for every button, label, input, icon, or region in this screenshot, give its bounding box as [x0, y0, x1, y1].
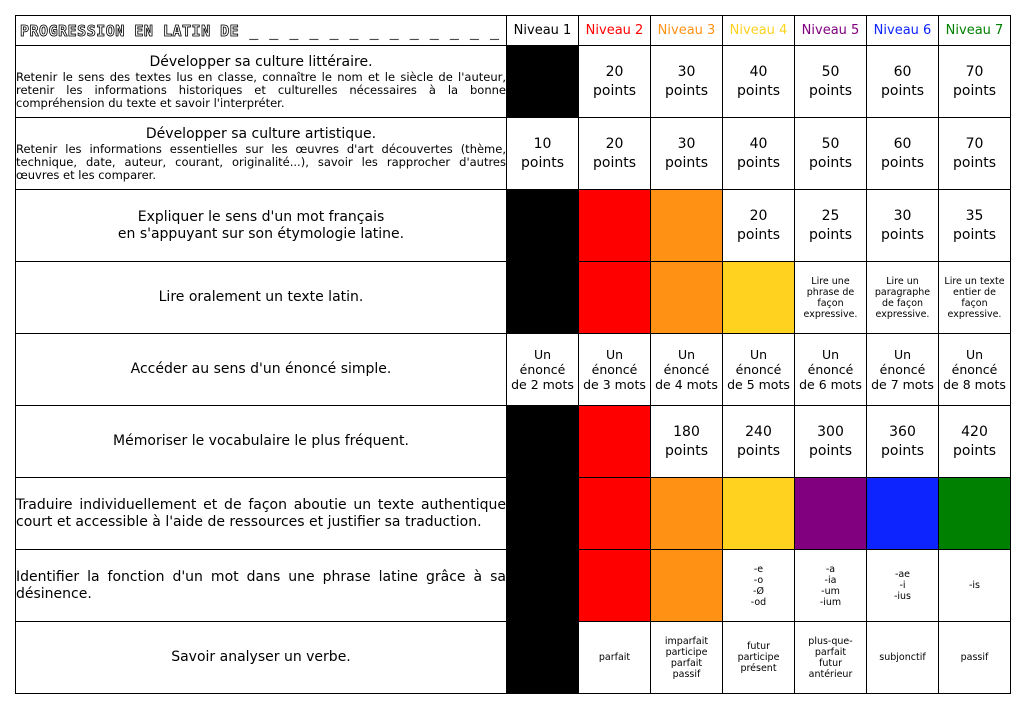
level-cell: 70 points — [939, 118, 1011, 190]
level-cell: Un énoncé de 7 mots — [867, 334, 939, 406]
title-main: PROGRESSION EN LATIN DE — [20, 21, 240, 40]
level-cell — [579, 406, 651, 478]
level-cell: Un énoncé de 8 mots — [939, 334, 1011, 406]
skill-row-vocabulaire — [16, 406, 1011, 478]
level-cell: Un énoncé de 4 mots — [651, 334, 723, 406]
level-cell: 420 points — [939, 406, 1011, 478]
level-cell — [651, 190, 723, 262]
skill-text: Savoir analyser un verbe. — [171, 649, 351, 665]
skill-label — [16, 334, 507, 406]
skill-label — [16, 550, 507, 622]
level-cell: Un énoncé de 3 mots — [579, 334, 651, 406]
level-cell — [507, 406, 579, 478]
title-blank: _ _ _ _ _ _ _ _ _ _ _ _ _ — [239, 21, 501, 40]
skill-row-verbe — [16, 622, 1011, 694]
skill-line: en s'appuyant sur son étymologie latine. — [117, 225, 405, 242]
level-cell: 240 points — [723, 406, 795, 478]
level-cell: -a -ia -um -ium — [795, 550, 867, 622]
level-cell — [507, 478, 579, 550]
progression-table — [15, 15, 1011, 694]
level-cell — [723, 478, 795, 550]
level-cell — [723, 262, 795, 334]
level-cell: Un énoncé de 6 mots — [795, 334, 867, 406]
header-row — [16, 16, 1011, 46]
level-cell — [651, 550, 723, 622]
level-cell: 360 points — [867, 406, 939, 478]
skill-row-litterature — [16, 46, 1011, 118]
level-cell — [867, 478, 939, 550]
level-cell: -ae -i -ius — [867, 550, 939, 622]
level-6-header: Niveau 6 — [867, 16, 939, 46]
level-cell: Lire un paragraphe de façon expressive. — [867, 262, 939, 334]
skill-text: Identifier la fonction d'un mot dans une phrase latine grâce à sa désinence. — [16, 568, 506, 602]
level-cell: futur participe présent — [723, 622, 795, 694]
level-cell: 40 points — [723, 46, 795, 118]
level-cell — [795, 478, 867, 550]
level-cell: 60 points — [867, 46, 939, 118]
level-cell: plus-que- parfait futur antérieur — [795, 622, 867, 694]
level-cell: Un énoncé de 2 mots — [507, 334, 579, 406]
skill-row-traduction — [16, 478, 1011, 550]
level-cell: -e -o -Ø -od — [723, 550, 795, 622]
level-cell: -is — [939, 550, 1011, 622]
level-cell: Lire une phrase de façon expressive. — [795, 262, 867, 334]
level-cell: 20 points — [723, 190, 795, 262]
skill-row-etymologie — [16, 190, 1011, 262]
level-cell: 30 points — [867, 190, 939, 262]
level-cell: 50 points — [795, 46, 867, 118]
skill-label — [16, 478, 507, 550]
level-cell: parfait — [579, 622, 651, 694]
level-3-header: Niveau 3 — [651, 16, 723, 46]
level-cell: Lire un texte entier de façon expressive. — [939, 262, 1011, 334]
level-4-header: Niveau 4 — [723, 16, 795, 46]
skill-label — [16, 406, 507, 478]
skill-title: Développer sa culture littéraire. — [149, 53, 373, 70]
level-cell — [507, 190, 579, 262]
level-cell: subjonctif — [867, 622, 939, 694]
level-cell — [507, 550, 579, 622]
skill-row-lecture — [16, 262, 1011, 334]
level-cell: imparfait participe parfait passif — [651, 622, 723, 694]
level-cell: 35 points — [939, 190, 1011, 262]
level-cell: 30 points — [651, 46, 723, 118]
level-1-header: Niveau 1 — [507, 16, 579, 46]
level-cell — [579, 550, 651, 622]
skill-text: Traduire individuellement et de façon aboutie un texte authentique court et accessible à l'aide de ressources et justifier sa traduction. — [16, 496, 506, 530]
level-cell: 70 points — [939, 46, 1011, 118]
skill-label — [16, 46, 507, 118]
skill-label — [16, 262, 507, 334]
skill-label — [16, 118, 507, 190]
skill-label — [16, 190, 507, 262]
level-cell — [579, 478, 651, 550]
level-cell: 20 points — [579, 118, 651, 190]
level-cell: 25 points — [795, 190, 867, 262]
skill-text: Accéder au sens d'un énoncé simple. — [130, 361, 392, 377]
skill-text: Mémoriser le vocabulaire le plus fréquent. — [113, 433, 409, 449]
level-cell — [579, 262, 651, 334]
level-cell — [651, 262, 723, 334]
level-cell: passif — [939, 622, 1011, 694]
level-7-header: Niveau 7 — [939, 16, 1011, 46]
skill-row-art — [16, 118, 1011, 190]
level-cell: 10 points — [507, 118, 579, 190]
level-cell — [507, 46, 579, 118]
level-cell — [939, 478, 1011, 550]
level-cell: 30 points — [651, 118, 723, 190]
skill-title: Développer sa culture artistique. — [145, 125, 377, 142]
level-cell: 50 points — [795, 118, 867, 190]
level-cell: 40 points — [723, 118, 795, 190]
level-cell: 300 points — [795, 406, 867, 478]
skill-description: Retenir le sens des textes lus en classe, connaître le nom et le siècle de l'auteur, retenir les informations historiques et culturelles nécessaires à la bonne compréhension du texte et savoir l'interpréter. — [16, 69, 506, 110]
skill-description: Retenir les informations essentielles sur les œuvres d'art découvertes (thème, technique, date, auteur, courant, originalité...), savoir les rapprocher d'autres œuvres et les comparer. — [16, 141, 506, 182]
skill-line: Expliquer le sens d'un mot français — [137, 208, 385, 225]
level-2-header: Niveau 2 — [579, 16, 651, 46]
level-cell: 20 points — [579, 46, 651, 118]
skill-row-enonce — [16, 334, 1011, 406]
skill-row-desinence — [16, 550, 1011, 622]
page-title — [16, 16, 507, 46]
level-cell — [507, 262, 579, 334]
skill-text: Lire oralement un texte latin. — [158, 289, 364, 305]
level-cell — [579, 190, 651, 262]
skill-label — [16, 622, 507, 694]
level-5-header: Niveau 5 — [795, 16, 867, 46]
level-cell — [507, 622, 579, 694]
level-cell — [651, 478, 723, 550]
level-cell: 180 points — [651, 406, 723, 478]
level-cell: Un énoncé de 5 mots — [723, 334, 795, 406]
level-cell: 60 points — [867, 118, 939, 190]
